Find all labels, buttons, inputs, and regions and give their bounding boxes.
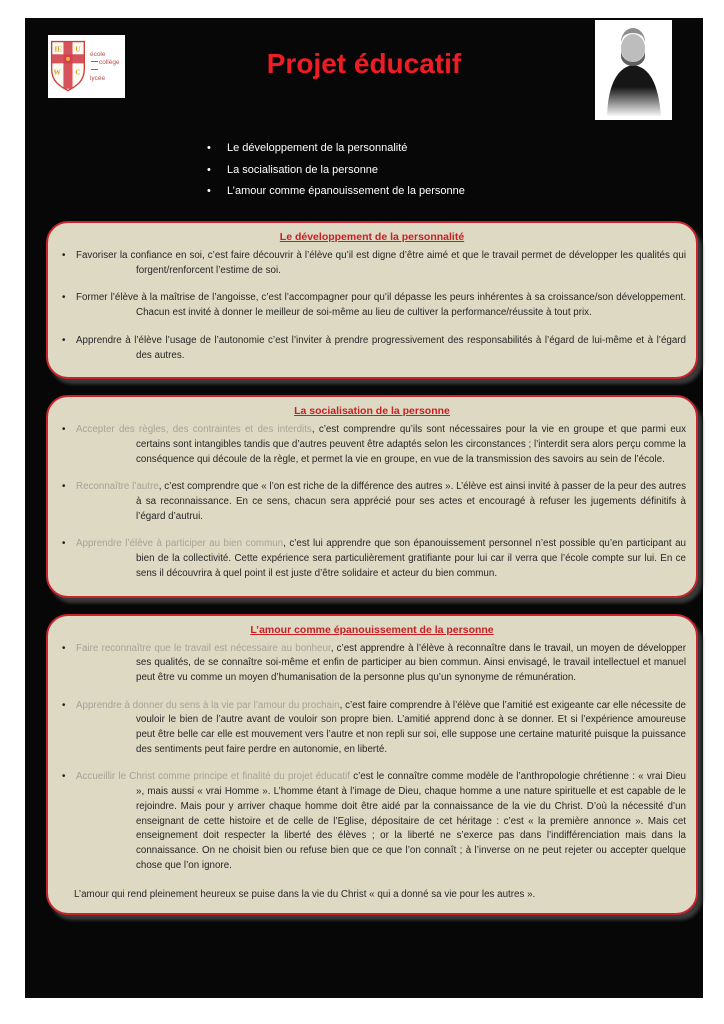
bullet-paragraph: • Apprendre l’élève à participer au bien commun, c’est lui apprendre que son épanouissement personnel n’est possible qu’en participant au bien de la collectivité. Cette expérience sera particulièrement gratifiante pour lui car il verra que l’école compte sur lui. En ce sens il découvrira à quel point il est juste d’être solidaire et acteur du bien commun.: [48, 537, 696, 581]
svg-text:C: C: [75, 67, 81, 76]
header: [25, 18, 703, 221]
bullet-paragraph: • Faire reconnaître que le travail est nécessaire au bonheur, c’est apprendre à l’élève à reconnaître dans le travail, un moyen de développer ses qualités, de se connaître soi-même et enfin de participer au bien commun. Ainsi envisagé, le travail intellectuel et manuel peut être vu comme un moyen d’humanisation de la personne plus qu’un synonyme de rémunération.: [48, 642, 696, 686]
portrait-photo-icon: [595, 20, 672, 120]
logo-line-lycee: lycée: [89, 74, 106, 82]
section-title: L’amour comme épanouissement de la personne: [250, 623, 494, 636]
svg-text:IE: IE: [54, 45, 63, 54]
bullet-paragraph: • Accueillir le Christ comme principe et finalité du projet éducatif c’est le connaître comme modèle de l’anthropologie chrétienne : « vrai Dieu », mais aussi « vrai Homme ». L’homme étant à l’image de Dieu, chaque homme a une nature spirituelle et est capable de le rejoindre. Mais pour y arriver chaque homme doit être aidé par la connaissance de la vie du Christ. D’où la nécessité d’un enseignant de cette histoire et de celle de l’Eglise, dépositaire de cet héritage : c’est « la première annonce ». Mais cet enseignement doit respecter la liberté des élèves ; or la liberté ne s’exerce pas dans l’indifférenciation mais dans la connaissance. On ne choisit bien ou refuse bien que ce que l’on connaît ; à l’inverse on ne peut rejeter ou accepter quelque chose que l’on ignore.: [48, 770, 696, 873]
bullet-paragraph: • Accepter des règles, des contraintes et des interdits, c’est comprendre qu’ils sont nécessaires pour la vie en groupe et que parmi eux certains sont intangibles tandis que d’autres peuvent être adaptés selon les circonstances ; l’interdit sera alors perçu comme la conséquence qui découle de la règle, et permet la vie en groupe, en vue de la transmission des savoirs au sein de l’école.: [48, 423, 696, 467]
bullet-paragraph: • Apprendre à donner du sens à la vie par l’amour du prochain, c’est faire comprendre à l’élève que l’amitié est exigeante car elle nécessite de vouloir le bien de l’autre avant de vouloir son propre bien. L’amitié apprend donc à se donner. Et si l’expérience amoureuse peut être belle car elle est mouvement vers l’autre et non repli sur soi, elle suppose une certaine maturité puisque la puissance des sentiments peut faire perdre en autonomie, en liberté.: [48, 699, 696, 758]
section-amour-epanouissement: [46, 614, 698, 916]
bullet-paragraph: • Reconnaître l’autre, c’est comprendre que « l’on est riche de la différence des autres ». L’élève est ainsi invité à passer de la peur des autres à sa reconnaissance. En ce sens, chacun sera apprécié pour ses actes et encouragé à refuser les jugements définitifs à l’égard d’autrui.: [48, 480, 696, 524]
intro-bullet-1: • Le développement de la personnalité: [201, 140, 465, 157]
bullet-paragraph: • Former l’élève à la maîtrise de l’angoisse, c’est l’accompagner pour qu’il dépasse les peurs inhérentes à sa croissance/son développement. Chacun est invité à donner le meilleur de soi-même au lieu de cultiver la performance/réussite à tout prix.: [48, 291, 696, 320]
bullet-paragraph: • Apprendre à l’élève l’usage de l’autonomie c’est l’inviter à prendre progressivement des responsabilités à l’égard de lui-même et à l’égard des autres.: [48, 334, 696, 363]
svg-text:W: W: [53, 67, 61, 76]
slide-background: [25, 18, 703, 998]
section-closing-sentence: L’amour qui rend pleinement heureux se puise dans la vie du Christ « qui a donné sa vie pour les autres ».: [74, 889, 536, 901]
section-title: Le développement de la personnalité: [279, 231, 465, 243]
page-title: Projet éducatif: [266, 48, 462, 79]
intro-bullet-list: [201, 140, 465, 205]
logo-line-ecole: école: [89, 50, 106, 58]
director-portrait: [595, 20, 672, 120]
intro-bullet-2: • La socialisation de la personne: [201, 162, 465, 179]
svg-text:U: U: [75, 45, 81, 54]
bullet-paragraph: • Favoriser la confiance en soi, c’est faire découvrir à l’élève qu’il est digne d’être aimé et que le travail permet de développer les qualités qui forgent/renforcent l’estime de soi.: [48, 249, 696, 278]
logo-line-college: collège: [90, 59, 125, 75]
section-title: La socialisation de la personne: [294, 405, 450, 418]
intro-bullet-3: • L’amour comme épanouissement de la personne: [201, 183, 465, 200]
section-developpement-personnalite: [46, 221, 698, 379]
section-socialisation-personne: [46, 395, 698, 597]
